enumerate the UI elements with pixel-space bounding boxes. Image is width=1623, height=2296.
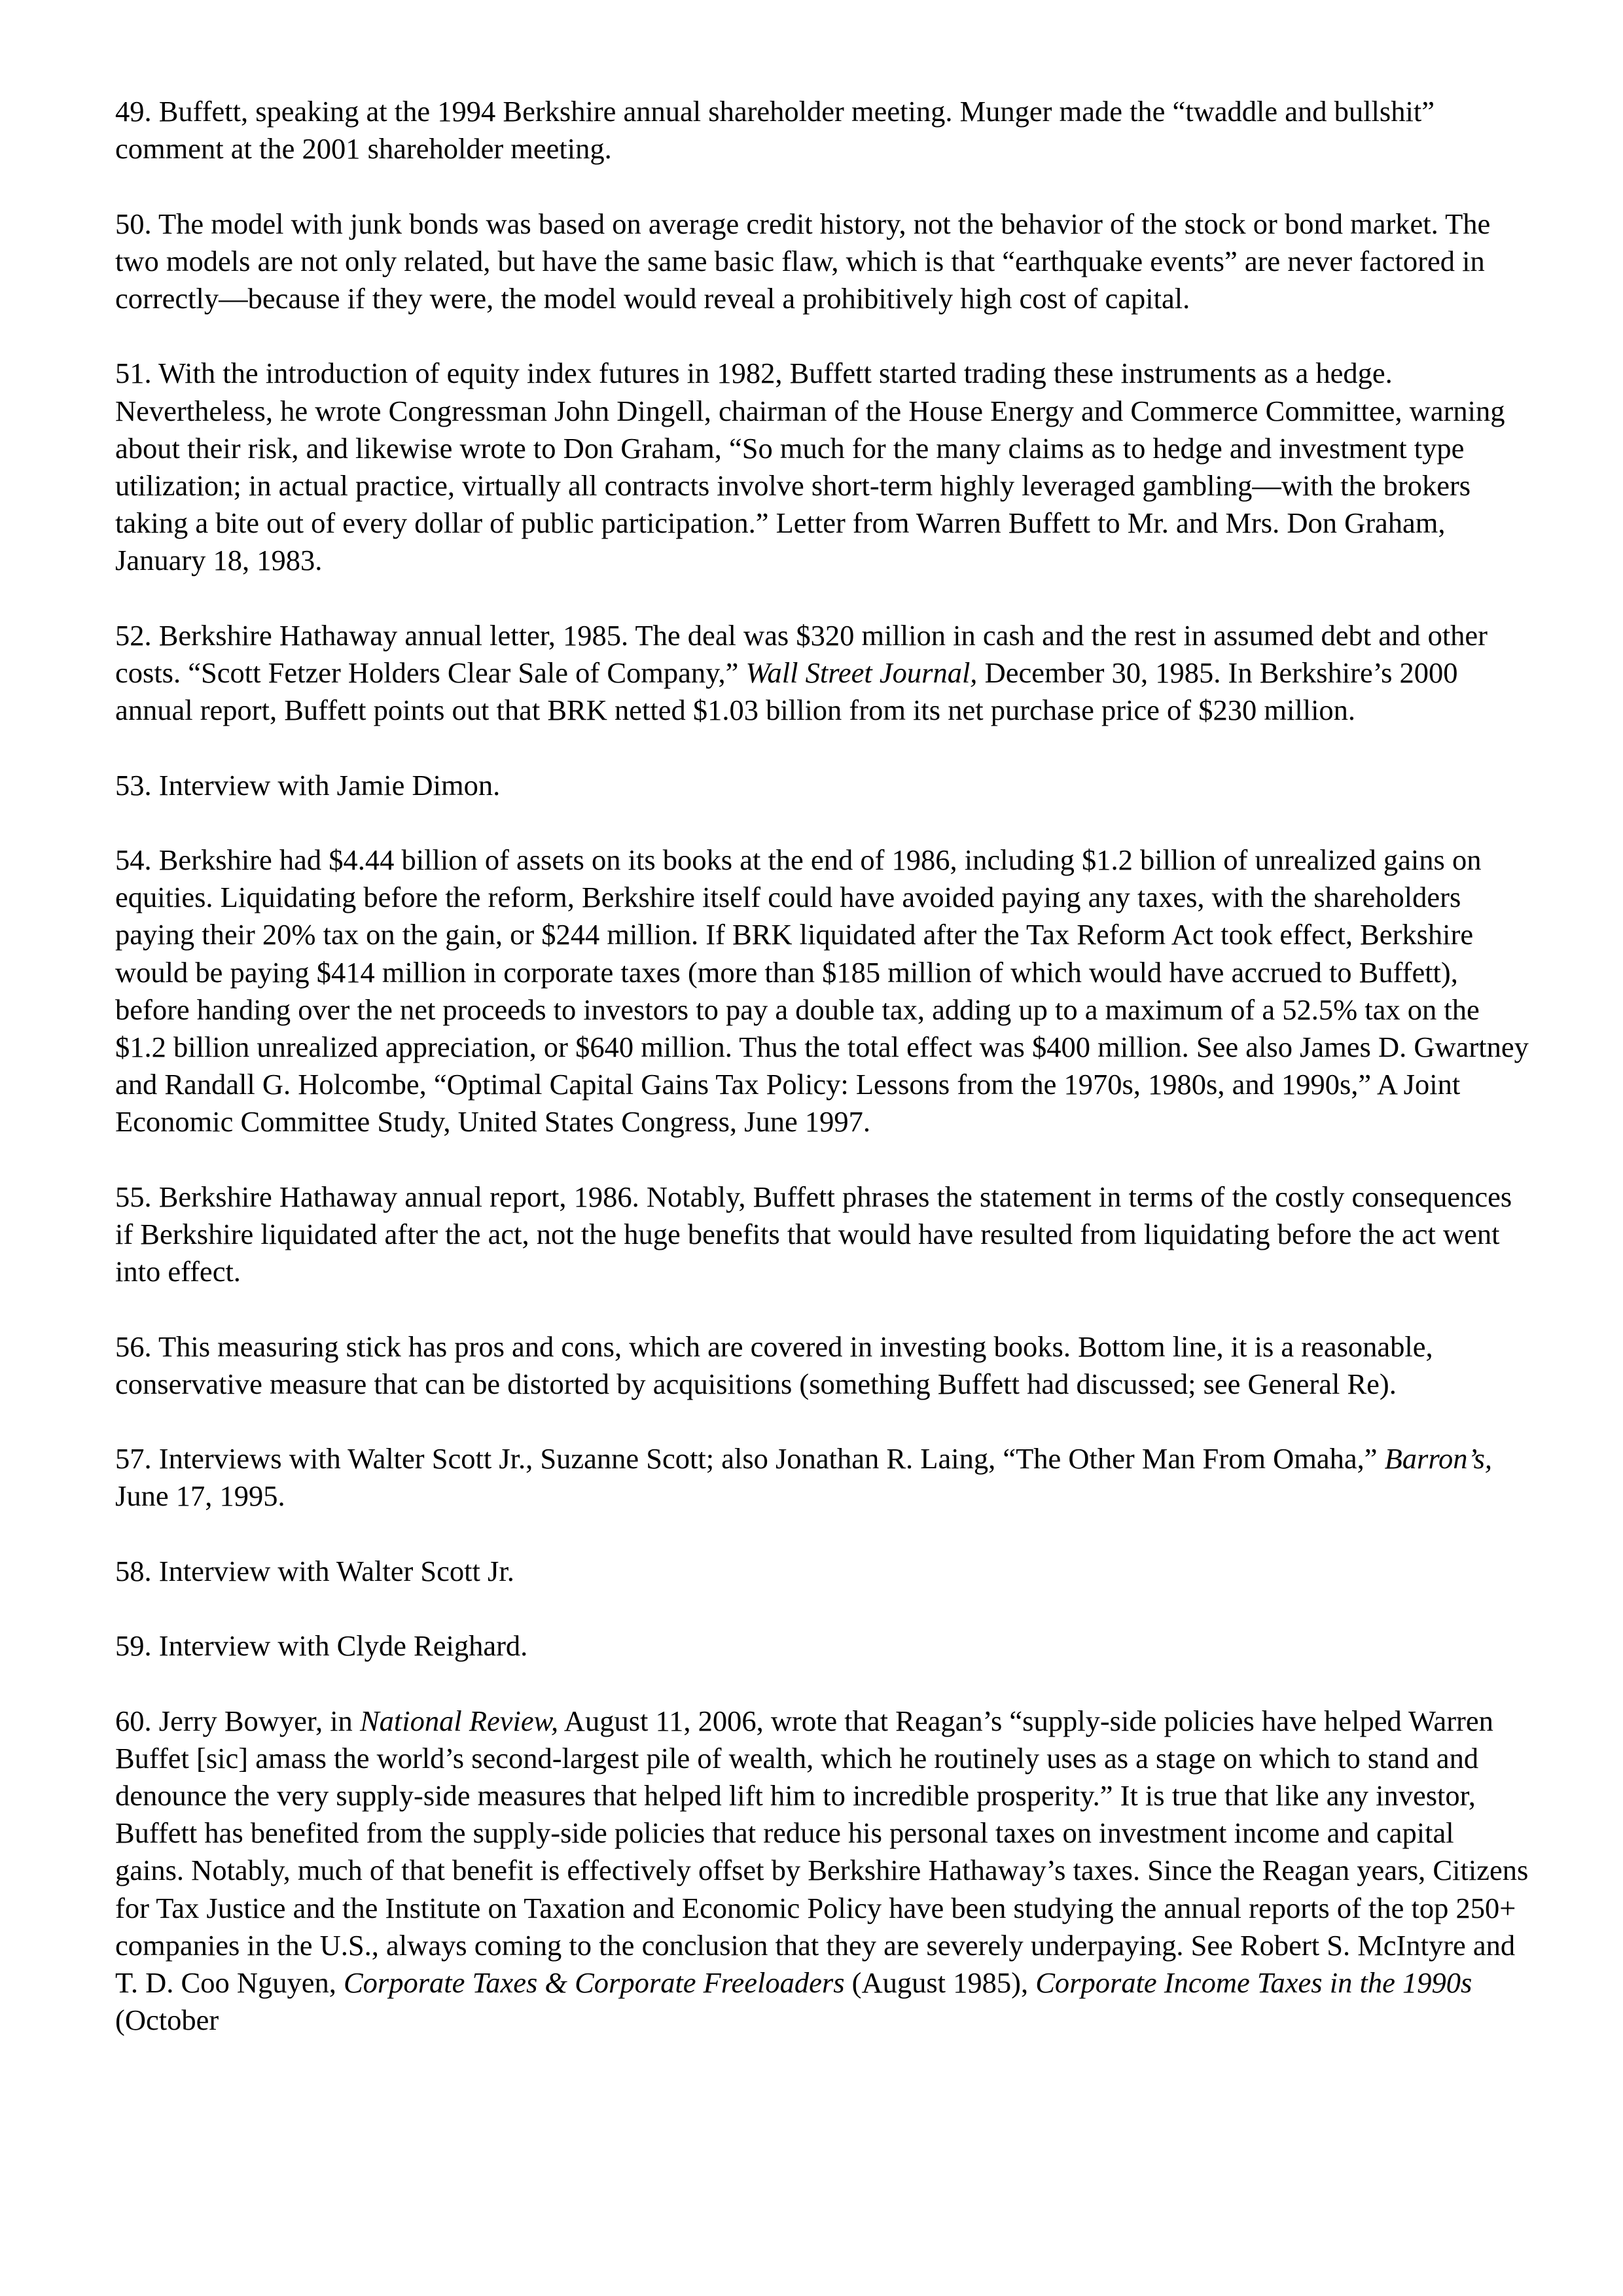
endnote-58 [115,1553,1529,1590]
note-text: 53. Interview with Jamie Dimon. [115,768,501,802]
note-italic-title: Barron’s, [1384,1442,1493,1475]
endnote-59 [115,1627,1529,1665]
note-text: 58. Interview with Walter Scott Jr. [115,1554,514,1587]
endnote-53 [115,767,1529,804]
note-text: June 17, 1995. [115,1479,285,1513]
note-italic-title: Wall Street Journal, [745,656,978,689]
note-text: August 11, 2006, wrote that Reagan’s “supply-side policies have helped Warren Buffet [sic] amass the world’s second-largest pile of wealth, which he routinely uses as a stage on which to stand and denounce the very supply-side measures that helped lift him to incredible prosperity.” It is true that like any investor, Buffett has benefited from the supply-side policies that reduce his personal taxes on investment income and capital gains. Notably, much of that benefit is effectively offset by Berkshire Hathaway’s taxes. Since the Reagan years, Citizens for Tax Justice and the Institute on Taxation and Economic Policy have been studying the annual reports of the top 250+ companies in the U.S., always coming to the conclusion that they are severely underpaying. See Robert S. McIntyre and T. D. Coo Nguyen, [115,1704,1529,1999]
note-text: 54. Berkshire had $4.44 billion of assets on its books at the end of 1986, including $1.2 billion of unrealized gains on equities. Liquidating before the reform, Berkshire itself could have avoided paying any taxes, with the shareholders paying their 20% tax on the gain, or $244 million. If BRK liquidated after the Tax Reform Act took effect, Berkshire would be paying $414 million in corporate taxes (more than $185 million of which would have accrued to Buffett), before handing over the net proceeds to investors to pay a double tax, adding up to a maximum of a 52.5% tax on the $1.2 billion unrealized appreciation, or $640 million. Thus the total effect was $400 million. See also James D. Gwartney and Randall G. Holcombe, “Optimal Capital Gains Tax Policy: Lessons from the 1970s, 1980s, and 1990s,” A Joint Economic Committee Study, United States Congress, June 1997. [115,843,1529,1139]
note-text: December 30, 1985. In Berkshire’s 2000 annual report, Buffett points out that BRK netted $1.03 billion from its net purchase price of $230 million. [115,656,1458,727]
endnote-49 [115,93,1529,168]
note-text: 55. Berkshire Hathaway annual report, 1986. Notably, Buffett phrases the statement in terms of the costly consequences if Berkshire liquidated after the act, not the huge benefits that would have resulted from liquidating before the act went into effect. [115,1180,1512,1288]
endnote-52 [115,617,1529,730]
note-text: (August 1985), [844,1966,1036,1999]
document-page [115,93,1529,2077]
note-text: 52. Berkshire Hathaway annual letter, 1985. The deal was $320 million in cash and the rest in assumed debt and other costs. “Scott Fetzer Holders Clear Sale of Company,” [115,618,1488,689]
note-text: 56. This measuring stick has pros and cons, which are covered in investing books. Bottom line, it is a reasonable, conservative measure that can be distorted by acquisitions (something Buffett had discussed; see General Re). [115,1330,1433,1400]
endnote-60 [115,1703,1529,2040]
note-italic-title: National Review, [359,1704,559,1737]
note-text: (October [115,2004,219,2037]
endnote-56 [115,1328,1529,1403]
note-italic-title: Corporate Taxes & Corporate Freeloaders [343,1966,845,1999]
endnote-57 [115,1440,1529,1515]
endnote-50 [115,205,1529,318]
note-text: 51. With the introduction of equity index futures in 1982, Buffett started trading these instruments as a hedge. Nevertheless, he wrote Congressman John Dingell, chairman of the House Energy and Commerce Committee, warning about their risk, and likewise wrote to Don Graham, “So much for the many claims as to hedge and investment type utilization; in actual practice, virtually all contracts involve short-term highly leveraged gambling—with the brokers taking a bite out of every dollar of public participation.” Letter from Warren Buffett to Mr. and Mrs. Don Graham, January 18, 1983. [115,357,1505,577]
note-text: 59. Interview with Clyde Reighard. [115,1629,528,1663]
endnote-54 [115,841,1529,1141]
note-text: 50. The model with junk bonds was based on average credit history, not the behavior of the stock or bond market. The two models are not only related, but have the same basic flaw, which is that “earthquake events” are never factored in correctly—because if they were, the model would reveal a prohibitively high cost of capital. [115,207,1491,315]
endnote-51 [115,355,1529,579]
endnote-55 [115,1178,1529,1291]
note-text: 57. Interviews with Walter Scott Jr., Suzanne Scott; also Jonathan R. Laing, “The Other Man From Omaha,” [115,1442,1385,1475]
note-text: 49. Buffett, speaking at the 1994 Berkshire annual shareholder meeting. Munger made the “twaddle and bullshit” comment at the 2001 shareholder meeting. [115,95,1435,166]
note-italic-title: Corporate Income Taxes in the 1990s [1035,1966,1472,1999]
note-text: 60. Jerry Bowyer, in [115,1704,360,1737]
